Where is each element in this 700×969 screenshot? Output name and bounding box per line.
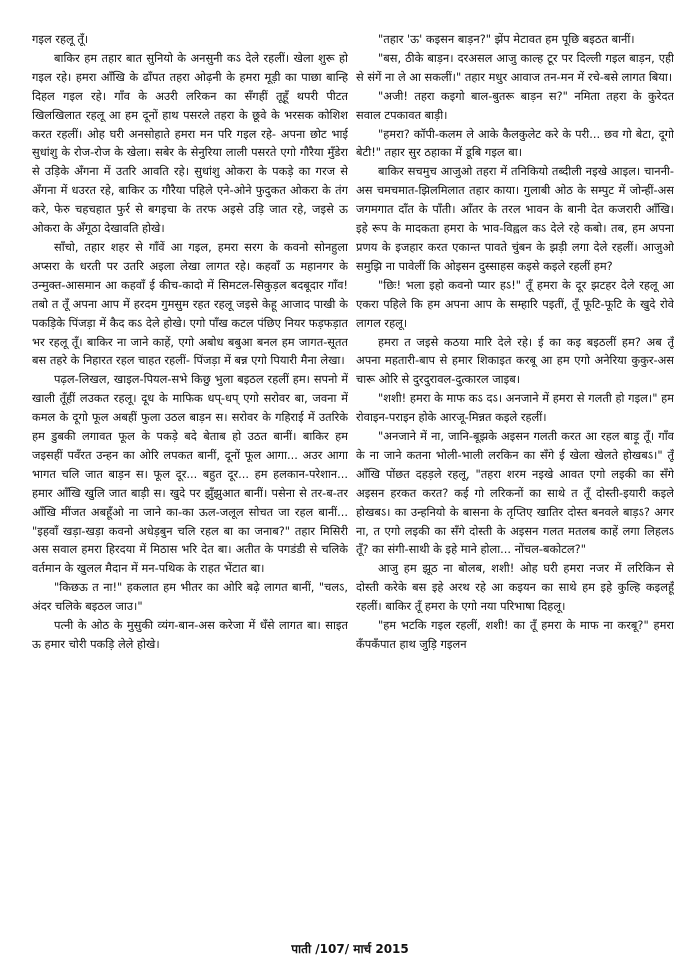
paragraph: "तहार 'ऊ' कइसन बाड़न?" झेंप मेटावत हम पूछि बइठत बानीं। xyxy=(378,32,635,46)
paragraph: गइल रहलू तूँ। xyxy=(32,32,89,46)
right-text-column xyxy=(356,30,674,930)
paragraph: "अजी! तहरा कइगो बाल-बुतरू बाड़न स?" नमिता तहरा के कुरेदत सवाल टपकावत बाड़ी। xyxy=(356,88,674,122)
paragraph: पढ़ल-लिखल, खाइल-पियल-सभे किछु भुला बइठल रहलीं हम। सपनो में खाली तूँहीं लउकत रहलू। दूध के माफिक धप्-धप् एगो सरोवर बा, जवना में कमल के दूगो फूल अबहीं फुला उठल बाड़न स। सरोवर के गहिराई में उतरिके हम डुबकी लगावत फूल के पकड़े बदे बेताब हो उठत बानीं। बाकिर हम जइसहीं पवँरत उन्हन का ओरि लपकत बानीं, दूनों फूल आगा... अउर आगा भागत चलि जात बाड़न स। फूल दूर... बहुत दूर... हम हलकान-परेशान... हमार आँखि खुलि जात बाड़ी स। खुदे पर झुँझुआत बानीं। पसेना से तर-ब-तर आँखि मींजत अबहूँओ ना जाने का-का ऊल-जलूल सोचत जा रहल बानीं... "इहवाँ खड़ा-खड़ा कवनो अधेड़बुन चलि रहल बा का जनाब?" तहार मिसिरी अस सवाल हमरा हिरदया में मिठास भरि देत बा। अतीत के पगडंडी से चलिके वर्तमान के खुलल मैदान में मन-पथिक के राहत भेंटात बा। xyxy=(32,372,348,576)
page-footer: पाती /107/ मार्च 2015 xyxy=(291,942,409,956)
paragraph: साँचो, तहार शहर से गाँवें आ गइल, हमरा सरग के कवनो सोनहुला अप्सरा के धरती पर उतरि अइला लेखा लागत रहे। कहवाँ ऊ महानगर के उन्मुक्त-आसमान आ कहवाँ ई कीच-कादो में सिमटल-सिकुड़ल बदबूदार गाँव! तबो त तूँ अपना आप में हरदम गुमसुम रहत रहलू जइसे केहू आजाद पाखी के पकड़िके पिंजड़ा में कैद कऽ देले होखे। एगो पाँख कटल पंछिए नियर फड़फड़ात भर रहलू तूँ। बाकिर ना जाने काहें, एगो अबोध बबुआ बनल हम जागत-सूतत बस तहरे के निहारत रहल चाहत रहलीं- पिंजड़ा में बन्न एगो पियारी मैना लेखा। xyxy=(32,239,348,368)
paragraph: बाकिर सचमुच आजुओ तहरा में तनिकियो तब्दीली नइखे आइल। चाननी-अस चमचमात-झिलमिलात तहार काया। गुलाबी ओठ के सम्पुट में जोन्हीं-अस जगमगात दाँत के पाँती। आँतर के तरल भावन के बानी देत कजरारी आँखि। इहे रूप के मादकता हमरा के भाव-विह्वल कऽ देले रहे कबो। तब, हम अपना प्रणय के इजहार करत एकान्त पावते चुंबन के झड़ी लगा देले रहलीं। आजुओ समुझि ना पावेलीं कि ओइसन दुस्साहस कइसे कइले रहलीं हम? xyxy=(356,164,674,273)
paragraph: "अनजाने में ना, जानि-बूझके अइसन गलती करत आ रहल बाड़ू तूँ। गाँव के ना जाने कतना भोली-भाली लरकिन का सँगे ई खेला खेलते होखबऽ।" तूँ आँखि पोंछत दहड़ले रहलू, "तहरा शरम नइखे आवत एगो लइकी का सँगे अइसन हरकत करत? कई गो लरिकनों का साथे त तूँ दोस्ती-इयारी कइले होखबऽ। का उन्हनियो के बासना के तृप्तिए खातिर दोस्त बनवले बाड़ऽ? अगर ना, त एगो लइकी का सँगे दोस्ती के अइसन गलत मतलब काहें लगा लिहलऽ तूँ? का संगी-साथी के इहे माने होला... नोंचल-बकोटल?" xyxy=(356,429,674,557)
paragraph: "हमरा? कॉपी-कलम ले आके कैलकुलेट करे के परी... छव गो बेटा, दूगो बेटी!" तहार सुर ठहाका में डूबि गइल बा। xyxy=(356,126,674,160)
paragraph: हमरा त जइसे कठया मारि देले रहे। ई का कइ बइठलीं हम? अब तूँ अपना महतारी-बाप से हमार शिकाइत करबू आ हम एगो अनेरिया कुकुर-अस चारू ओरि से दुरदुरावल-दुत्कारल जाइब। xyxy=(356,334,674,387)
paragraph: पत्नी के ओठ के मुसुकी व्यंग-बान-अस करेजा में धँसे लागत बा। साइत ऊ हमार चोरी पकड़ि लेले होखे। xyxy=(32,618,348,651)
paragraph: "बस, ठीके बाड़न। दरअसल आजु काल्ह टूर पर दिल्ली गइल बाड़न, एही से संगें ना ले आ सकलीं।" तहार मधुर आवाज तन-मन में रचे-बसे लागत बिया। xyxy=(356,50,674,84)
paragraph: "किछऊ त ना!" हकलात हम भीतर का ओरि बढ़े लागत बानीं, "चलऽ, अंदर चलिके बइठल जाउ।" xyxy=(32,580,348,614)
paragraph: बाकिर हम तहार बात सुनियो के अनसुनी कऽ देले रहलीं। खेला शुरू हो गइल रहे। हमरा आँखि के ढाँपत तहरा ओढ़नी के हमरा मूड़ी का पाछा बान्हि दिहल गइल रहे। गाँव के अउरी लरिकन का सँगहीं तूहूँ थपरी पीटत खिलखिलात रहलू आ हम दूनों हाथ पसरले तहरा के छूवे के भरसक कोशिश करत रहलीं। ओह घरी अनसोहाते हमरा मन परि गइल रहे- अपना छोट भाई सुधांशु के रोज-रोज के खेला। सबेर के सेनुरिया लाली पसरते एगो गौरैया मुँडेरा से उड़िके अँगना में उतरि आवति रहे। सुधांशु ओकरा के पकड़े का गरज से अँगना में धउरत रहे, बाकिर ऊ गौरैया पहिले एने-ओने फुदुकत ओकरा के तंग करे, फेरु चहचहात फुर्र से बगइचा के तरफ अइसे उड़ि जात रहे, जइसे ऊ ओकरा के अँगूठा देखावति होखे। xyxy=(32,50,348,236)
paragraph: "हम भटकि गइल रहलीं, शशी! का तूँ हमरा के माफ ना करबू?" हमरा कँपकँपात हाथ जुड़ि गइलन xyxy=(356,618,674,651)
left-text-column xyxy=(32,30,348,930)
paragraph: "छिः! भला इहो कवनो प्यार हऽ!" तूँ हमरा के दूर झटहर देले रहलू आ एकरा पहिले कि हम अपना आप के सम्हारि पइतीं, तूँ फूटि-फूटि के खुदे रोवे लागल रहलू। xyxy=(356,277,674,330)
paragraph: आजु हम झूठ ना बोलब, शशी! ओह घरी हमरा नजर में लरिकिन से दोस्ती करेके बस इहे अरथ रहे आ कइयन का साथे हम इहे कुल्हि कइलहूँ रहलीं। बाकिर तूँ हमरा के एगो नया परिभाषा दिहलू। xyxy=(356,561,674,614)
paragraph: "शशी! हमरा के माफ कऽ दऽ। अनजाने में हमरा से गलती हो गइल।" हम रोवाइन-पराइन होके आरजू-मिन्नत कइले रहलीं। xyxy=(356,391,674,425)
